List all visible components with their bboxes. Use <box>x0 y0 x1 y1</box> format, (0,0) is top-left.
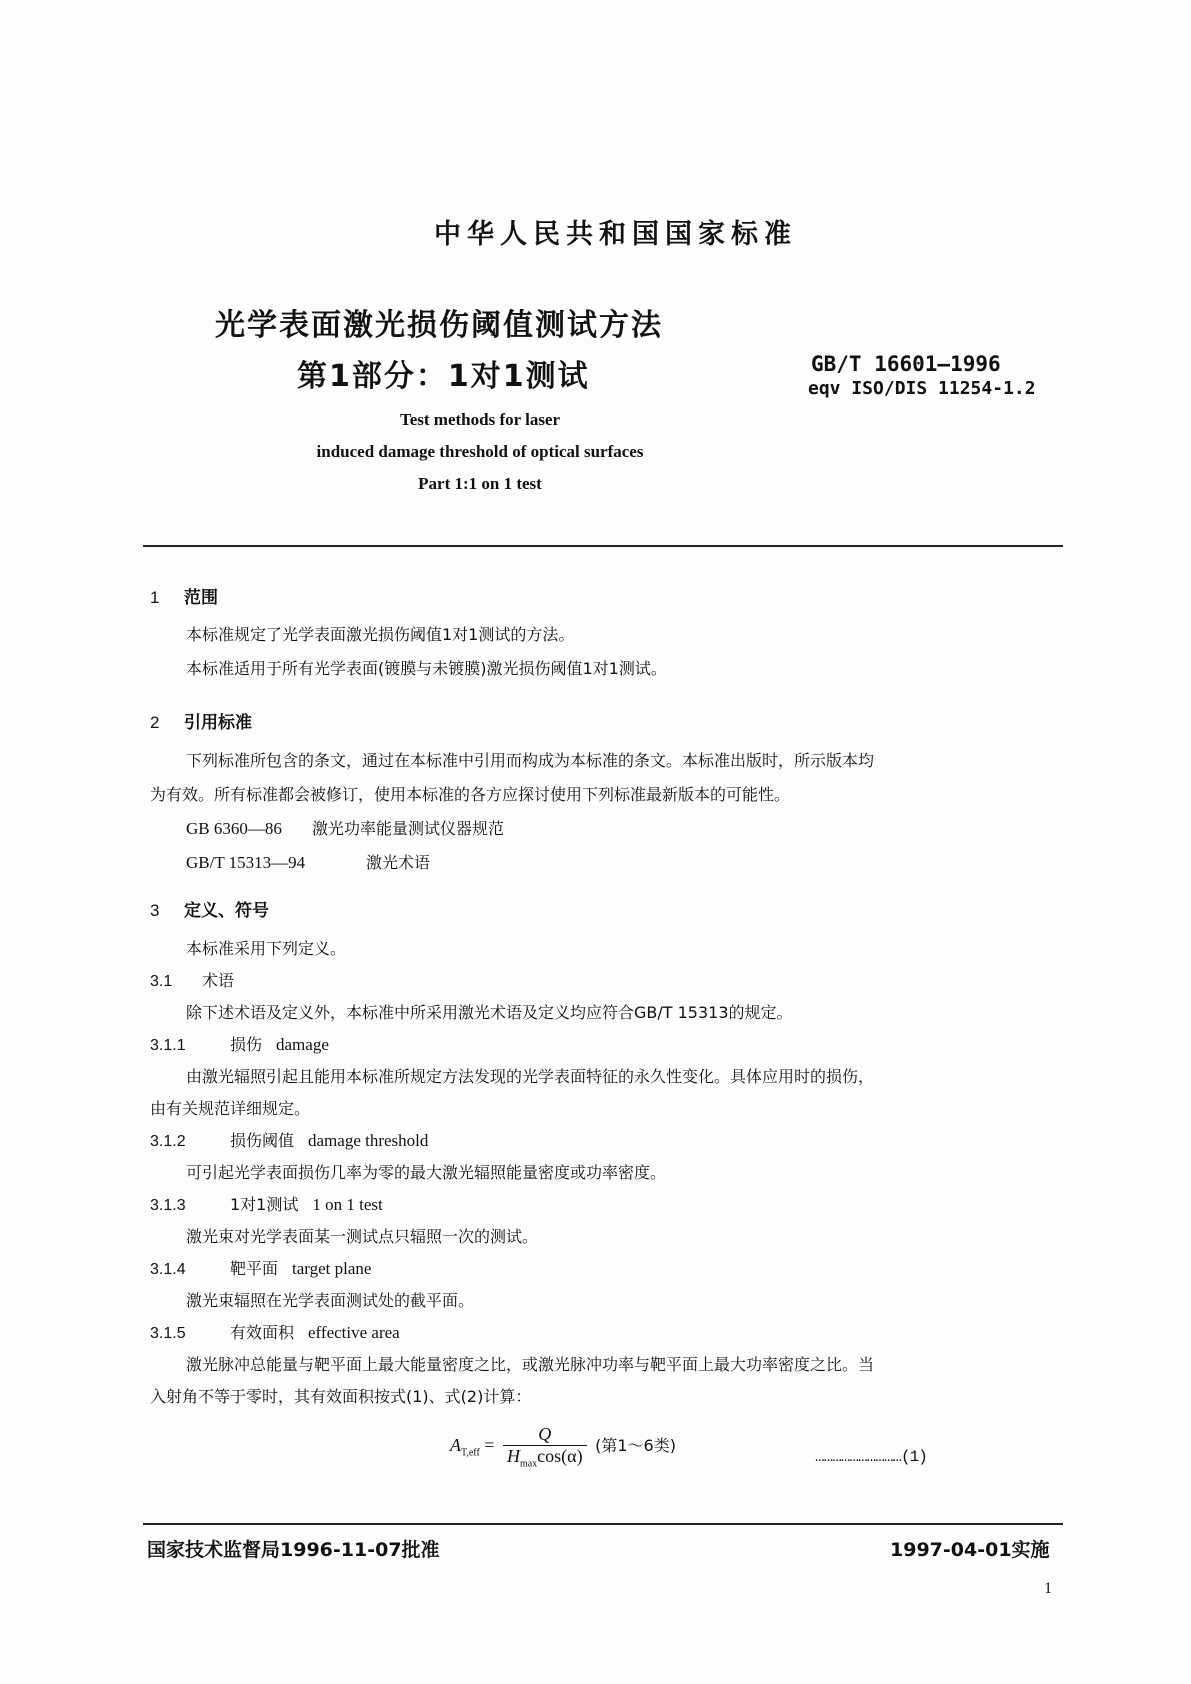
term-3-1-5 <box>150 1320 400 1343</box>
formula-denominator <box>503 1446 587 1470</box>
term-3-1-1 <box>150 1032 329 1055</box>
approval-date: 国家技术监督局1996-11-07批准 <box>147 1539 440 1561</box>
section-number: 2 <box>150 713 160 732</box>
term-cn: 靶平面 <box>230 1259 279 1278</box>
effective-date: 1997-04-01实施 <box>890 1539 1050 1561</box>
term-3-1-4 <box>150 1256 371 1279</box>
term-number: 3.1.3 <box>150 1197 186 1214</box>
section-title: 范围 <box>184 588 218 608</box>
formula-category: (第1～6类) <box>595 1435 676 1455</box>
formula-lhs-subscript: T,eff <box>461 1447 480 1459</box>
standard-code: GB/T 16601—1996 <box>811 352 1001 376</box>
term-en: damage threshold <box>308 1131 429 1150</box>
term-cn: 1对1测试 <box>230 1195 299 1214</box>
paragraph: 本标准规定了光学表面激光损伤阈值1对1测试的方法。 <box>186 625 575 644</box>
formula-den-cos: cos(α) <box>537 1446 583 1466</box>
term-number: 3.1.2 <box>150 1133 186 1150</box>
section-number: 3 <box>150 901 160 920</box>
title-cn-line1: 光学表面激光损伤阈值测试方法 <box>215 308 663 343</box>
term-cn: 损伤阈值 <box>230 1131 295 1150</box>
term-en: effective area <box>308 1323 400 1342</box>
subsection-3-1 <box>150 968 234 991</box>
term-number: 3.1.4 <box>150 1261 186 1278</box>
term-en: damage <box>276 1035 329 1054</box>
formula-numerator: Q <box>503 1424 587 1446</box>
reference-item <box>186 816 504 839</box>
reference-title: 激光功率能量测试仪器规范 <box>312 819 505 838</box>
title-en-line1: Test methods for laser <box>399 410 561 429</box>
paragraph: 激光脉冲总能量与靶平面上最大能量密度之比，或激光脉冲功率与靶平面上最大功率密度之比。当 <box>186 1355 875 1374</box>
header-divider <box>143 545 1063 547</box>
page-number: 1 <box>1044 1580 1052 1597</box>
term-en: 1 on 1 test <box>312 1195 383 1214</box>
paragraph: 激光束辐照在光学表面测试处的截平面。 <box>186 1291 475 1310</box>
formula-equals: = <box>484 1434 495 1455</box>
formula-fraction <box>503 1424 587 1470</box>
paragraph: 本标准适用于所有光学表面(镀膜与未镀膜)激光损伤阈值1对1测试。 <box>186 659 667 678</box>
section-2-heading <box>150 708 252 733</box>
paragraph: 由激光辐照引起且能用本标准所规定方法发现的光学表面特征的永久性变化。具体应用时的损伤， <box>186 1067 875 1086</box>
national-standard-label: 中华人民共和国国家标准 <box>434 219 797 250</box>
paragraph: 入射角不等于零时，其有效面积按式(1)、式(2)计算： <box>150 1387 532 1406</box>
paragraph: 激光束对光学表面某一测试点只辐照一次的测试。 <box>186 1227 539 1246</box>
paragraph: 由有关规范详细规定。 <box>150 1099 311 1118</box>
title-cn-line2: 第1部分：1对1测试 <box>297 359 590 394</box>
paragraph: 为有效。所有标准都会被修订，使用本标准的各方应探讨使用下列标准最新版本的可能性。 <box>150 785 791 804</box>
term-3-1-3 <box>150 1192 383 1215</box>
footer-divider <box>143 1523 1063 1525</box>
section-1-heading <box>150 583 218 608</box>
reference-code: GB 6360—86 <box>186 819 282 838</box>
term-3-1-2 <box>150 1128 428 1151</box>
subsection-number: 3.1 <box>150 973 173 990</box>
term-cn: 有效面积 <box>230 1323 295 1342</box>
formula-den-symbol: H <box>506 1446 520 1466</box>
reference-title: 激光术语 <box>366 853 431 872</box>
formula-1 <box>450 1424 676 1470</box>
equation-number-leader: …………………………(1) <box>815 1448 927 1466</box>
title-en-line3: Part 1:1 on 1 test <box>418 474 542 493</box>
formula-lhs: A <box>450 1434 461 1455</box>
formula-den-subscript: max <box>519 1458 538 1470</box>
equivalent-standard: eqv ISO/DIS 11254-1.2 <box>808 378 1036 399</box>
term-en: target plane <box>292 1259 372 1278</box>
paragraph: 可引起光学表面损伤几率为零的最大激光辐照能量密度或功率密度。 <box>186 1163 667 1182</box>
term-number: 3.1.1 <box>150 1037 186 1054</box>
term-cn: 损伤 <box>230 1035 263 1054</box>
section-number: 1 <box>150 588 160 607</box>
section-title: 定义、符号 <box>184 901 269 921</box>
section-3-heading <box>150 896 269 921</box>
paragraph: 本标准采用下列定义。 <box>186 939 347 958</box>
term-number: 3.1.5 <box>150 1325 186 1342</box>
paragraph: 除下述术语及定义外，本标准中所采用激光术语及定义均应符合GB/T 15313的规定。 <box>186 1003 793 1022</box>
title-en-line2: induced damage threshold of optical surfaces <box>316 442 644 461</box>
reference-code: GB/T 15313—94 <box>186 853 306 872</box>
subsection-title: 术语 <box>202 971 235 990</box>
paragraph: 下列标准所包含的条文，通过在本标准中引用而构成为本标准的条文。本标准出版时，所示版本均 <box>186 751 875 770</box>
reference-item <box>186 850 430 873</box>
section-title: 引用标准 <box>184 713 252 733</box>
